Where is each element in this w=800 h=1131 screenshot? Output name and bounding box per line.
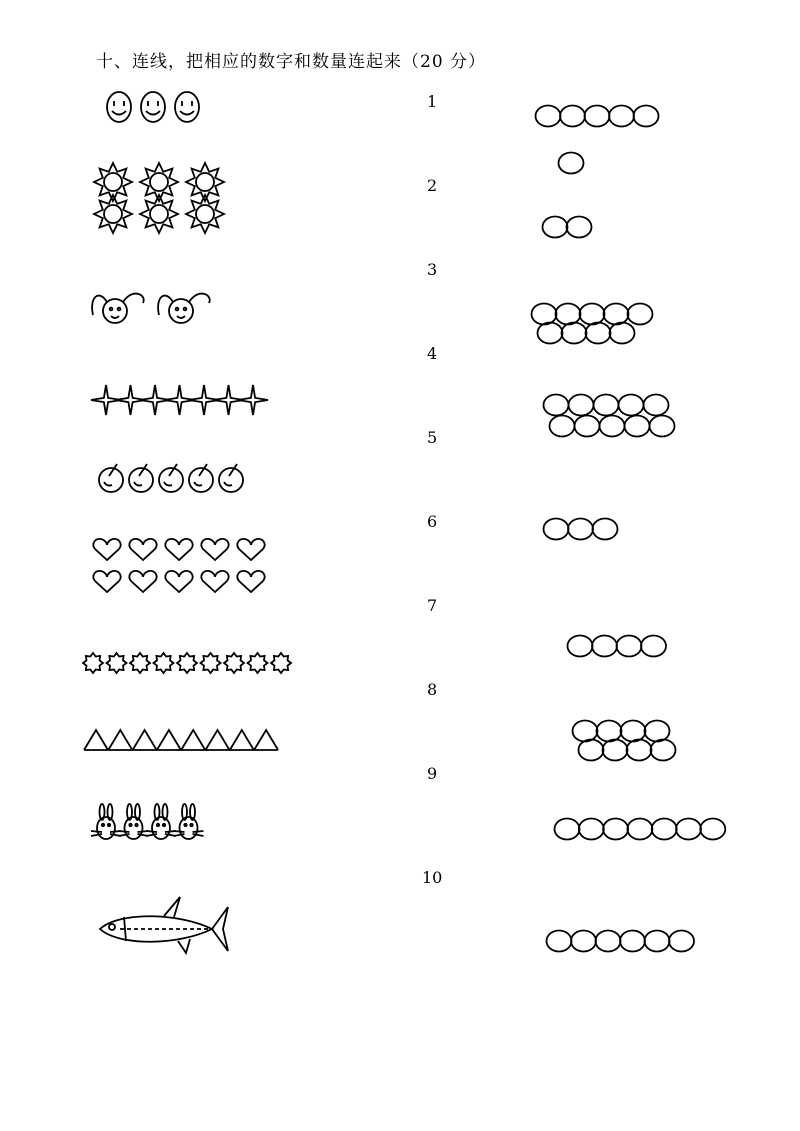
number-label-4: 4 <box>427 344 438 363</box>
count-circle <box>579 740 604 761</box>
circle-group <box>536 106 659 127</box>
circle-group <box>532 304 653 344</box>
heart-icon <box>201 539 228 560</box>
count-circle <box>536 106 561 127</box>
count-circle <box>592 636 617 657</box>
count-circle <box>594 395 619 416</box>
circle-group <box>543 217 592 238</box>
count-circle <box>641 636 666 657</box>
count-circle <box>593 519 618 540</box>
picture-group-sun <box>94 163 224 233</box>
picture-group-rabbit-face <box>91 804 204 839</box>
heart-icon <box>237 539 264 560</box>
fish-icon <box>100 897 228 953</box>
count-circle <box>644 395 669 416</box>
count-circle <box>603 740 628 761</box>
count-circle <box>627 819 652 840</box>
eight-point-star-icon <box>248 653 268 673</box>
count-circle <box>617 636 642 657</box>
rabbit-face-icon <box>146 804 176 839</box>
rabbit-face-icon <box>91 804 121 839</box>
rabbit-face-icon <box>174 804 204 839</box>
number-label-1: 1 <box>427 92 438 111</box>
count-circle <box>555 819 580 840</box>
circle-group <box>555 819 726 840</box>
count-circle <box>580 304 605 325</box>
count-circle <box>610 323 635 344</box>
triangle-icon <box>206 730 230 750</box>
count-circle <box>596 931 621 952</box>
count-circle <box>560 106 585 127</box>
triangle-icon <box>133 730 157 750</box>
eight-point-star-icon <box>177 653 197 673</box>
smiley-face-icon <box>141 92 165 122</box>
triangle-icon <box>230 730 254 750</box>
count-circle <box>627 740 652 761</box>
count-circle <box>650 416 675 437</box>
worksheet-question-title: 十、连线，把相应的数字和数量连起来（20 分） <box>96 52 487 72</box>
heart-icon <box>93 571 120 592</box>
eight-point-star-icon <box>271 653 291 673</box>
count-circle <box>559 153 584 174</box>
heart-icon <box>165 539 192 560</box>
heart-icon <box>93 539 120 560</box>
triangle-icon <box>181 730 205 750</box>
eight-point-star-icon <box>224 653 244 673</box>
count-circle <box>586 323 611 344</box>
count-circle <box>669 931 694 952</box>
count-circle <box>562 323 587 344</box>
heart-icon <box>129 539 156 560</box>
number-label-9: 9 <box>427 764 438 783</box>
number-label-6: 6 <box>427 512 438 531</box>
count-circle <box>544 519 569 540</box>
picture-group-eight-point-star <box>83 653 291 673</box>
count-circle <box>547 931 572 952</box>
count-circle <box>585 106 610 127</box>
count-circle <box>652 819 677 840</box>
bunny-head-icon <box>92 294 144 323</box>
eight-point-star-icon <box>130 653 150 673</box>
triangle-icon <box>157 730 181 750</box>
eight-point-star-icon <box>107 653 127 673</box>
count-circle <box>700 819 725 840</box>
count-circle <box>579 819 604 840</box>
number-label-5: 5 <box>427 428 438 447</box>
circle-group <box>544 395 675 437</box>
circle-group-column <box>532 106 726 952</box>
count-circle <box>544 395 569 416</box>
circle-group <box>547 931 695 952</box>
count-circle <box>651 740 676 761</box>
picture-group-bunny-head <box>92 294 210 323</box>
heart-icon <box>165 571 192 592</box>
number-label-10: 10 <box>422 868 443 887</box>
heart-icon <box>129 571 156 592</box>
count-circle <box>619 395 644 416</box>
count-circle <box>620 931 645 952</box>
picture-group-four-point-star <box>91 385 268 415</box>
heart-icon <box>237 571 264 592</box>
circle-group <box>544 519 618 540</box>
triangle-icon <box>108 730 132 750</box>
apple-icon <box>219 464 243 492</box>
count-circle <box>604 304 629 325</box>
rabbit-face-icon <box>119 804 149 839</box>
eight-point-star-icon <box>83 653 103 673</box>
left-picture-column <box>83 92 291 953</box>
number-label-3: 3 <box>427 260 438 279</box>
circle-group <box>568 636 667 657</box>
eight-point-star-icon <box>154 653 174 673</box>
circle-group <box>573 721 676 761</box>
count-circle <box>568 636 593 657</box>
smiley-face-icon <box>107 92 131 122</box>
picture-group-smiley-face <box>107 92 199 122</box>
number-label-8: 8 <box>427 680 438 699</box>
picture-group-apple <box>99 464 243 492</box>
count-circle <box>568 519 593 540</box>
smiley-face-icon <box>175 92 199 122</box>
count-circle <box>621 721 646 742</box>
number-label-2: 2 <box>427 176 438 195</box>
count-circle <box>625 416 650 437</box>
bunny-head-icon <box>158 294 210 323</box>
count-circle <box>575 416 600 437</box>
count-circle <box>600 416 625 437</box>
count-circle <box>569 395 594 416</box>
count-circle <box>532 304 557 325</box>
count-circle <box>556 304 581 325</box>
count-circle <box>571 931 596 952</box>
apple-icon <box>99 464 123 492</box>
count-circle <box>676 819 701 840</box>
apple-icon <box>129 464 153 492</box>
count-circle <box>634 106 659 127</box>
eight-point-star-icon <box>201 653 221 673</box>
count-circle <box>609 106 634 127</box>
count-circle <box>538 323 563 344</box>
count-circle <box>603 819 628 840</box>
picture-group-heart <box>93 539 264 592</box>
number-label-7: 7 <box>427 596 438 615</box>
count-circle <box>628 304 653 325</box>
apple-icon <box>189 464 213 492</box>
apple-icon <box>159 464 183 492</box>
triangle-icon <box>84 730 108 750</box>
triangle-icon <box>254 730 278 750</box>
count-circle <box>567 217 592 238</box>
count-circle <box>645 721 670 742</box>
count-circle <box>597 721 622 742</box>
picture-group-fish <box>100 897 228 953</box>
count-circle <box>573 721 598 742</box>
count-circle <box>550 416 575 437</box>
four-point-star-icon <box>238 385 268 415</box>
circle-group <box>559 153 584 174</box>
count-circle <box>543 217 568 238</box>
count-circle <box>645 931 670 952</box>
picture-group-triangle <box>84 730 278 750</box>
heart-icon <box>201 571 228 592</box>
